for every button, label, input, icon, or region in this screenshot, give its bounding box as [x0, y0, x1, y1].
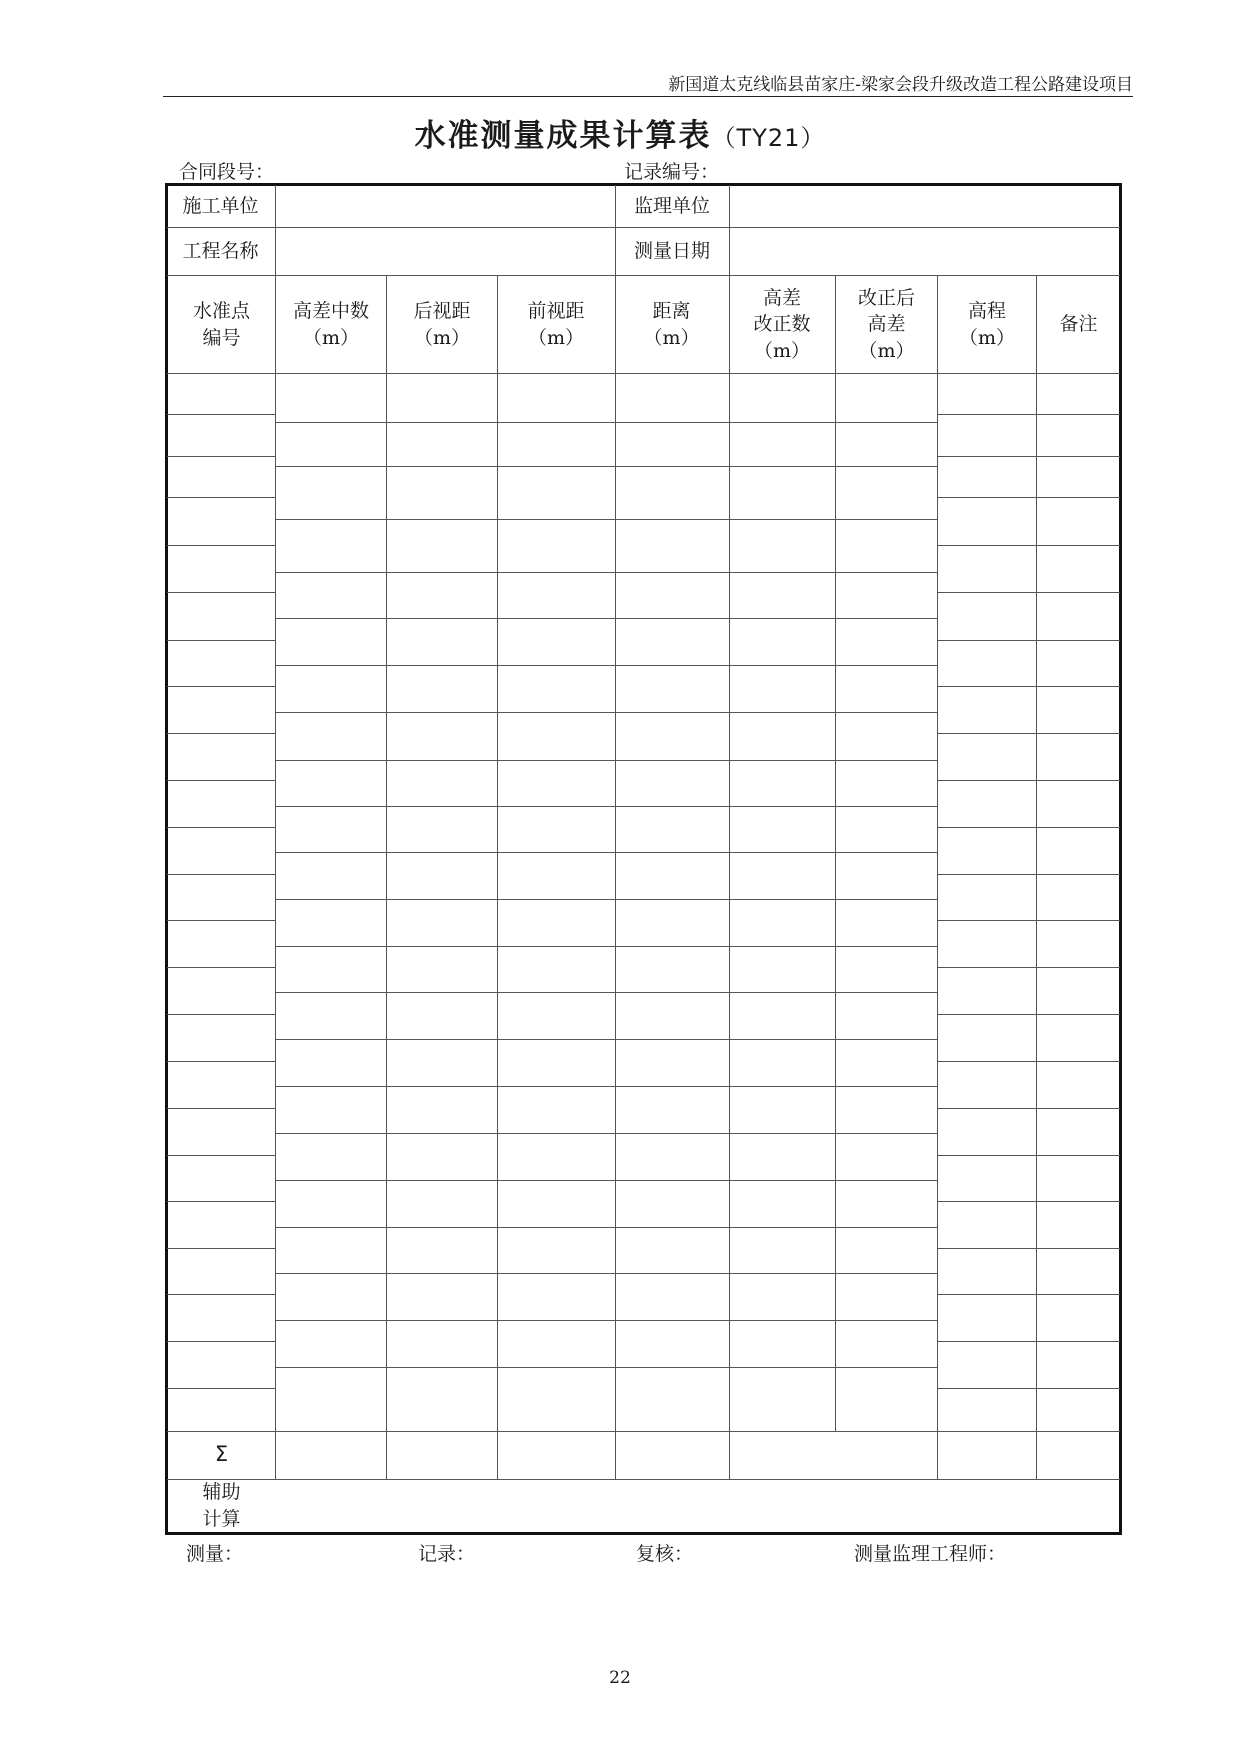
row-divider	[167, 1388, 275, 1389]
row-divider	[275, 1039, 937, 1040]
row-divider	[937, 592, 1120, 593]
survey-date-field[interactable]	[730, 228, 1118, 275]
sum-row-divider	[167, 1431, 1120, 1432]
row-divider	[167, 780, 275, 781]
row-divider	[937, 874, 1120, 875]
row-divider	[937, 456, 1120, 457]
column-divider	[615, 1431, 616, 1479]
row-divider	[937, 967, 1120, 968]
row-divider	[275, 1133, 937, 1134]
column-divider	[1036, 275, 1037, 1431]
contract-section-label: 合同段号：	[179, 161, 275, 183]
row-divider	[275, 1273, 937, 1274]
row-divider	[937, 545, 1120, 546]
page-number: 22	[609, 1668, 631, 1688]
col-header-remarks: 备注	[1059, 313, 1098, 336]
row-divider	[275, 760, 937, 761]
row-divider	[275, 1086, 937, 1087]
row-divider	[275, 992, 937, 993]
row-divider	[167, 640, 275, 641]
row-divider	[167, 1108, 275, 1109]
row-divider	[167, 1294, 275, 1295]
column-divider	[729, 275, 730, 1431]
row-divider	[275, 422, 937, 423]
row-divider	[275, 712, 937, 713]
col-header-height-correction: 高差 改正数 （m）	[753, 286, 811, 362]
row-divider	[167, 920, 275, 921]
column-divider	[729, 1431, 730, 1479]
row-divider	[937, 780, 1120, 781]
project-name-field[interactable]	[276, 228, 614, 275]
row-divider	[275, 946, 937, 947]
col-header-elevation: 高程 （m）	[958, 299, 1016, 349]
row-divider	[275, 1227, 937, 1228]
column-header-divider	[167, 373, 1120, 374]
column-divider	[497, 275, 498, 1431]
title-code: （TY21）	[711, 124, 826, 152]
supervision-unit-label: 监理单位	[633, 195, 710, 218]
checker-signature: 复核：	[636, 1543, 694, 1565]
col-header-benchmark-no: 水准点 编号	[192, 299, 250, 349]
row-divider	[167, 1014, 275, 1015]
row-divider	[167, 1061, 275, 1062]
row-divider	[937, 640, 1120, 641]
row-divider	[937, 1248, 1120, 1249]
row-divider	[167, 686, 275, 687]
row-divider	[937, 1155, 1120, 1156]
column-divider	[1036, 1431, 1037, 1479]
column-divider	[386, 1431, 387, 1479]
row-divider	[275, 1320, 937, 1321]
row-divider	[275, 852, 937, 853]
row-divider	[937, 1388, 1120, 1389]
recorder-signature: 记录：	[418, 1543, 476, 1565]
supervising-engineer-signature: 测量监理工程师：	[854, 1543, 1007, 1565]
row-divider	[937, 1294, 1120, 1295]
supervision-unit-field[interactable]	[730, 186, 1118, 227]
row-divider	[275, 665, 937, 666]
row-divider	[937, 827, 1120, 828]
col-header-backsight-distance: 后视距 （m）	[413, 299, 471, 349]
project-header: 新国道太克线临县苗家庄-梁家会段升级改造工程公路建设项目	[668, 75, 1133, 95]
title-main: 水准测量成果计算表	[414, 118, 712, 154]
row-divider	[937, 1341, 1120, 1342]
row-divider	[167, 1248, 275, 1249]
row-divider	[937, 1061, 1120, 1062]
row-divider	[937, 414, 1120, 415]
col-header-mean-height-diff: 高差中数 （m）	[292, 299, 369, 349]
row-divider	[167, 497, 275, 498]
construction-unit-label: 施工单位	[182, 195, 259, 218]
row-divider	[167, 874, 275, 875]
page-title	[0, 110, 1240, 155]
header-rule	[163, 96, 1133, 97]
row-divider	[937, 1201, 1120, 1202]
row-divider	[937, 686, 1120, 687]
column-divider	[937, 275, 938, 1431]
row-divider	[167, 967, 275, 968]
row-divider	[167, 1155, 275, 1156]
col-header-corrected-height-diff: 改正后 高差 （m）	[857, 286, 915, 362]
column-divider	[835, 275, 836, 1431]
survey-table	[165, 183, 1122, 1535]
row-divider	[275, 519, 937, 520]
row-divider	[167, 827, 275, 828]
col-header-distance: 距离 （m）	[643, 299, 700, 349]
row-divider	[167, 1341, 275, 1342]
column-divider	[497, 1431, 498, 1479]
construction-unit-field[interactable]	[276, 186, 614, 227]
record-number-label: 记录编号：	[624, 161, 720, 183]
row-divider	[937, 1108, 1120, 1109]
survey-date-label: 测量日期	[633, 240, 710, 263]
row-divider	[275, 618, 937, 619]
row-divider	[937, 497, 1120, 498]
row-divider	[167, 545, 275, 546]
row-divider	[167, 1201, 275, 1202]
row-divider	[275, 806, 937, 807]
row-divider	[937, 1014, 1120, 1015]
row-divider	[937, 920, 1120, 921]
row-divider	[275, 572, 937, 573]
column-divider	[937, 1431, 938, 1479]
col-header-foresight-distance: 前视距 （m）	[527, 299, 585, 349]
column-divider	[275, 185, 276, 1479]
column-divider	[386, 275, 387, 1431]
auxiliary-calc-label: 辅助 计算	[202, 1480, 241, 1530]
sum-row-label: Σ	[214, 1441, 229, 1466]
surveyor-signature: 测量：	[186, 1543, 244, 1565]
row-divider	[275, 466, 937, 467]
row-divider	[275, 1367, 937, 1368]
row-divider	[167, 592, 275, 593]
row-divider	[937, 733, 1120, 734]
project-name-label: 工程名称	[182, 240, 259, 263]
row-divider	[275, 1180, 937, 1181]
row-divider	[167, 456, 275, 457]
row-divider	[275, 899, 937, 900]
row-divider	[167, 414, 275, 415]
row-divider	[167, 733, 275, 734]
auxiliary-calc-field[interactable]	[276, 1479, 1118, 1532]
